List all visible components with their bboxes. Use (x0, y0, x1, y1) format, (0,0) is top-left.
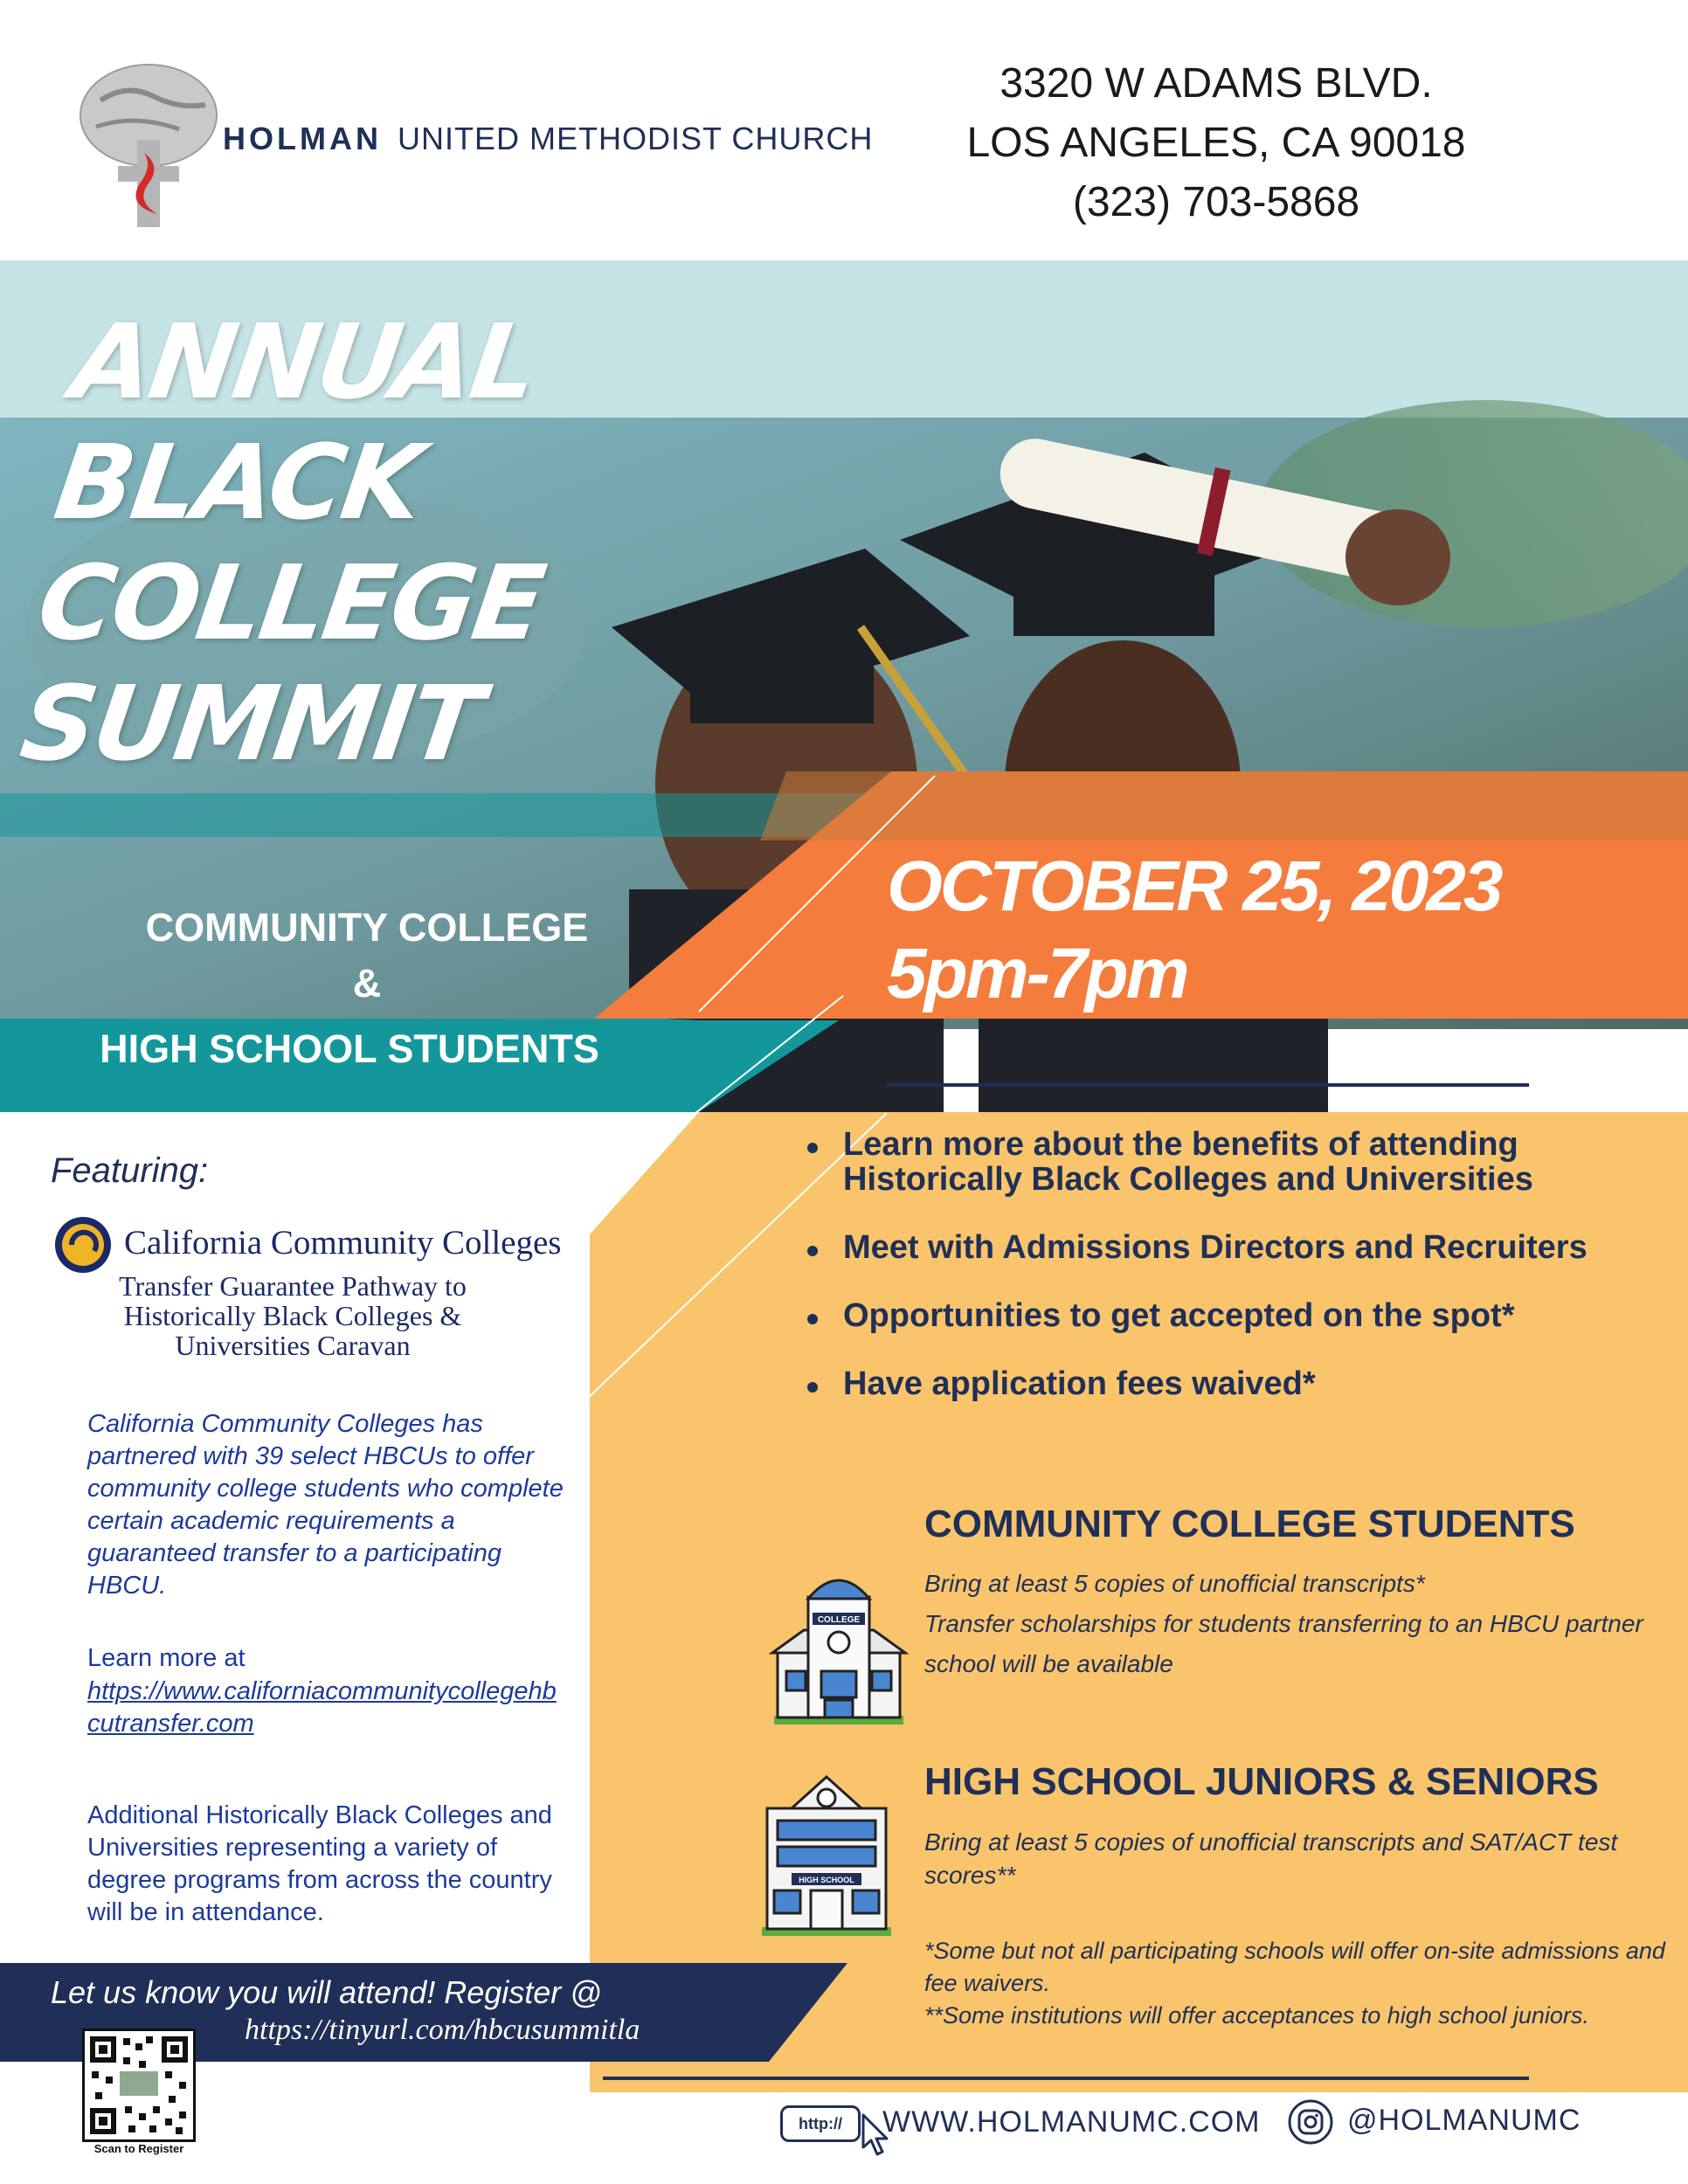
college-sign: COLLEGE (817, 1615, 861, 1625)
title-line-4: SUMMIT (14, 663, 488, 784)
register-link[interactable]: https://tinyurl.com/hbcusummitla (245, 2014, 640, 2046)
cc-item-scholarships: Transfer scholarships for students transferring to an HBCU partner school will be available (924, 1610, 1643, 1677)
church-logo (74, 61, 223, 232)
church-name (223, 121, 873, 157)
event-date: OCTOBER 25, 2023 (887, 847, 1501, 926)
instagram-icon[interactable] (1287, 2098, 1334, 2146)
ccc-sub-line-2: Historically Black Colleges & (123, 1300, 462, 1331)
title-line-1: ANNUAL (65, 301, 543, 422)
title-line-2: BLACK (48, 422, 429, 543)
college-building-icon (769, 1562, 909, 1728)
ccc-program-name (52, 1271, 533, 1360)
high-school-sign: HIGH SCHOOL (799, 1876, 854, 1884)
high-school-building-icon (757, 1773, 896, 1939)
instagram-handle[interactable]: @HOLMANUMC (1347, 2104, 1581, 2137)
audience-high-school: HIGH SCHOOL STUDENTS (100, 1026, 599, 1071)
ccc-name: California Community Colleges (124, 1224, 562, 1261)
ccc-sub-line-1: Transfer Guarantee Pathway to (119, 1270, 467, 1302)
church-address (910, 54, 1522, 232)
benefit-item: Opportunities to get accepted on the spot* (804, 1298, 1643, 1333)
benefit-item: Meet with Admissions Directors and Recruiters (804, 1230, 1643, 1265)
divider-bottom (603, 2077, 1529, 2080)
footnotes (924, 1935, 1676, 2032)
website-link[interactable]: WWW.HOLMANUMC.COM (882, 2105, 1261, 2139)
benefit-item: Learn more about the benefits of attending Historically Black Colleges and Universities (804, 1127, 1643, 1197)
register-prompt: Let us know you will attend! Register @ (51, 1974, 602, 2010)
audience-ampersand: & (352, 961, 382, 1006)
footnote-2: **Some institutions will offer acceptances to high school juniors. (924, 2002, 1589, 2028)
audience-community-college (52, 900, 681, 1012)
title-line-3: COLLEGE (31, 543, 550, 663)
church-name-bold: HOLMAN (223, 121, 382, 156)
benefit-item: Have application fees waived* (804, 1366, 1643, 1401)
phone-number: (323) 703-5868 (1072, 179, 1360, 225)
cc-students-heading: COMMUNITY COLLEGE STUDENTS (924, 1503, 1575, 1545)
cc-item-transcripts: Bring at least 5 copies of unofficial transcripts* (924, 1570, 1425, 1597)
ccc-sub-line-3: Universities Caravan (175, 1330, 411, 1361)
benefits-list (804, 1127, 1643, 1434)
cc-students-details (924, 1564, 1658, 1684)
footnote-1: *Some but not all participating schools will offer on-site admissions and fee waivers. (924, 1938, 1665, 1996)
http-badge: http:// (780, 2105, 861, 2142)
address-line-1: 3320 W ADAMS BLVD. (1000, 60, 1433, 107)
divider-top (887, 1083, 1529, 1087)
learn-more-label: Learn more at (87, 1644, 246, 1672)
church-name-rest: UNITED METHODIST CHURCH (397, 121, 874, 156)
event-title (14, 301, 584, 784)
ccc-logo-icon (52, 1214, 114, 1275)
hs-item-transcripts: Bring at least 5 copies of unofficial transcripts and SAT/ACT test scores** (924, 1828, 1618, 1889)
qr-code[interactable] (82, 2028, 196, 2142)
hs-students-heading: HIGH SCHOOL JUNIORS & SENIORS (924, 1760, 1599, 1803)
scan-to-register-label: Scan to Register (93, 2142, 184, 2155)
audience-line-1: COMMUNITY COLLEGE (145, 905, 589, 950)
learn-more-link[interactable]: https://www.californiacommunitycollegehbcutransfer.com (87, 1677, 557, 1738)
event-time: 5pm-7pm (887, 934, 1187, 1013)
address-line-2: LOS ANGELES, CA 90018 (966, 120, 1466, 166)
ccc-description: California Community Colleges has partnered with 39 select HBCUs to offer community college students who complete certain academic requirements a guaranteed transfer to a participating HBCU. (87, 1410, 564, 1600)
featuring-label: Featuring: (51, 1151, 209, 1190)
additional-hbcus-note: Additional Historically Black Colleges and Universities representing a variety of degree programs from across the country will be in attendance. (87, 1801, 552, 1926)
